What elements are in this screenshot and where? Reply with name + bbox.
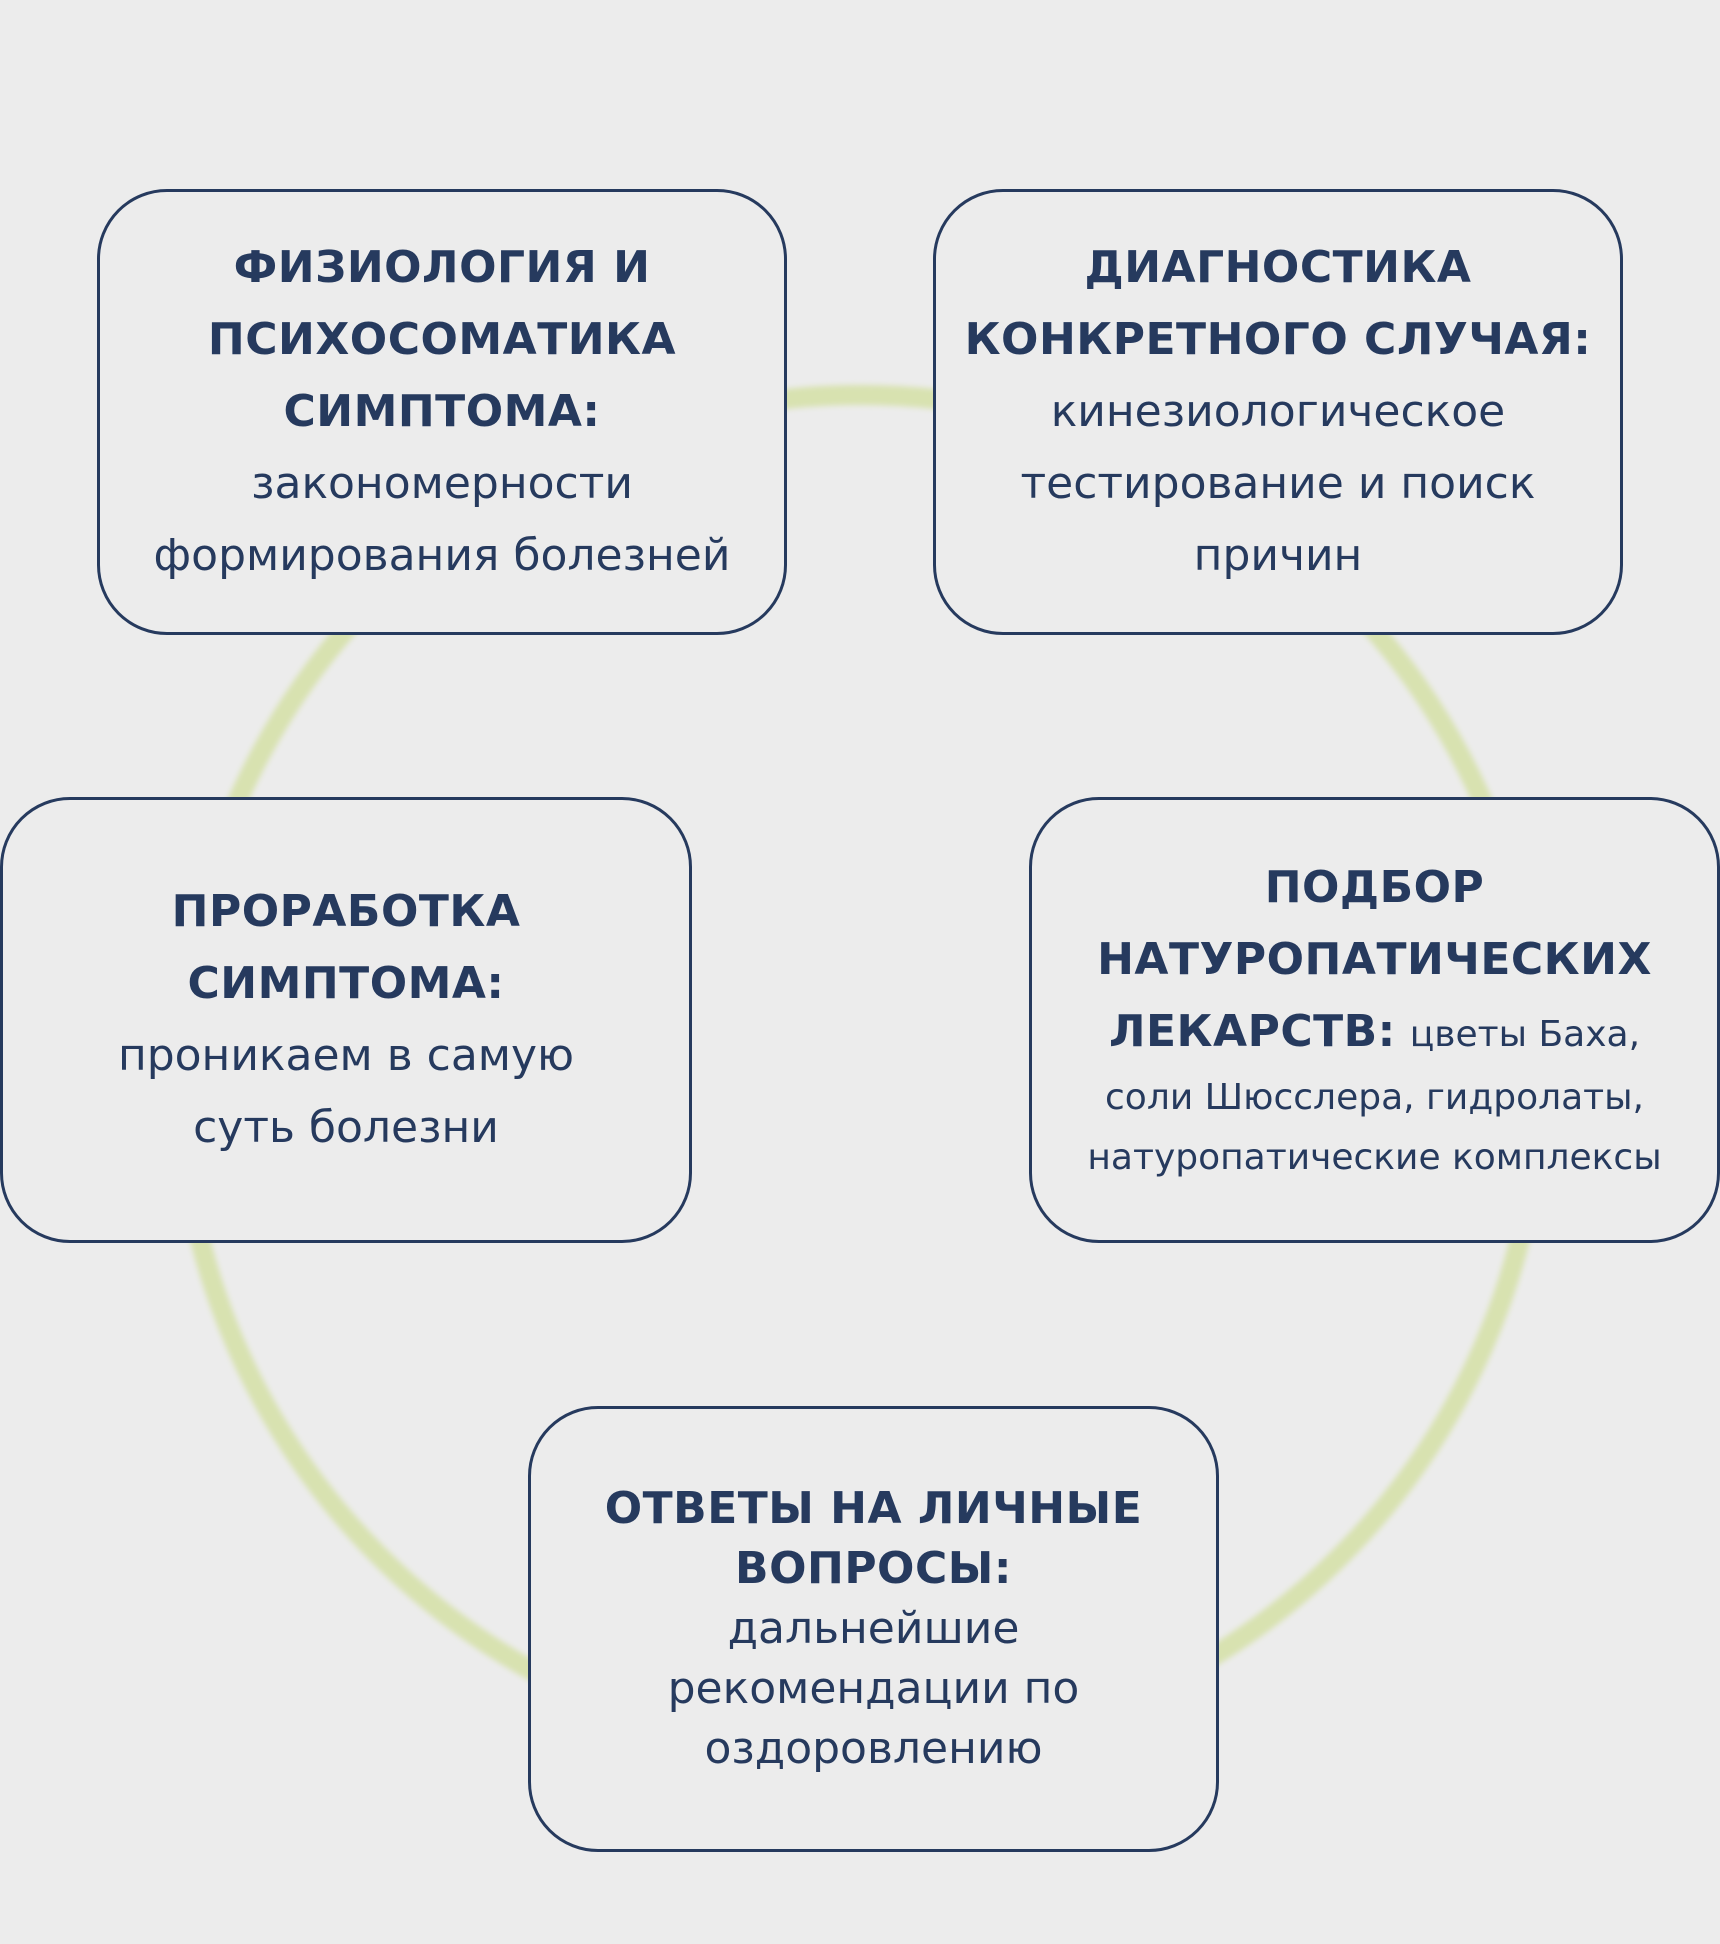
- card-title-line: ПСИХОСОМАТИКА: [207, 314, 677, 365]
- card-description-inline: цветы Баха,: [1409, 1014, 1641, 1055]
- card-description-line: закономерности: [251, 458, 633, 509]
- step-card-diagnostics: [933, 189, 1623, 635]
- card-title-line: ПОДБОР: [1264, 862, 1485, 913]
- step-card-symptom-work: [0, 797, 692, 1243]
- card-description-line: кинезиологическое: [1050, 386, 1506, 437]
- step-card-text: [1054, 852, 1695, 1188]
- card-title-desc-line: [1054, 996, 1695, 1068]
- step-card-text: [25, 876, 667, 1164]
- card-description-line: формирования болезней: [153, 530, 731, 581]
- step-card-text: [958, 232, 1598, 592]
- card-description-line: суть болезни: [193, 1102, 499, 1153]
- card-description-line: оздоровлению: [704, 1723, 1043, 1774]
- card-description-line: соли Шюсслера, гидролаты,: [1105, 1077, 1644, 1118]
- card-description-line: дальнейшие: [727, 1603, 1020, 1654]
- card-title-line: ФИЗИОЛОГИЯ И: [233, 242, 651, 293]
- card-description-line: проникаем в самую: [117, 1030, 575, 1081]
- card-description-line: причин: [1193, 530, 1363, 581]
- step-card-physiology: [97, 189, 787, 635]
- card-description-line: тестирование и поиск: [1020, 458, 1536, 509]
- step-card-remedies: [1029, 797, 1720, 1243]
- card-title-line: ПРОРАБОТКА: [171, 886, 521, 937]
- card-title-line: СИМПТОМА:: [283, 386, 601, 437]
- card-title-line: ДИАГНОСТИКА: [1084, 242, 1472, 293]
- card-title-line: ВОПРОСЫ:: [735, 1543, 1012, 1594]
- card-title-line: ЛЕКАРСТВ:: [1108, 1006, 1396, 1057]
- card-description-line: натуропатические комплексы: [1087, 1137, 1662, 1178]
- card-title-line: НАТУРОПАТИЧЕСКИХ: [1097, 934, 1652, 985]
- card-title-line: СИМПТОМА:: [187, 958, 505, 1009]
- card-description-line: рекомендации по: [667, 1663, 1080, 1714]
- step-card-personal-questions: [528, 1406, 1219, 1852]
- step-card-text: [122, 232, 762, 592]
- card-title-line: ОТВЕТЫ НА ЛИЧНЫЕ: [604, 1483, 1143, 1534]
- card-title-line: КОНКРЕТНОГО СЛУЧАЯ:: [964, 314, 1592, 365]
- step-card-text: [553, 1479, 1194, 1779]
